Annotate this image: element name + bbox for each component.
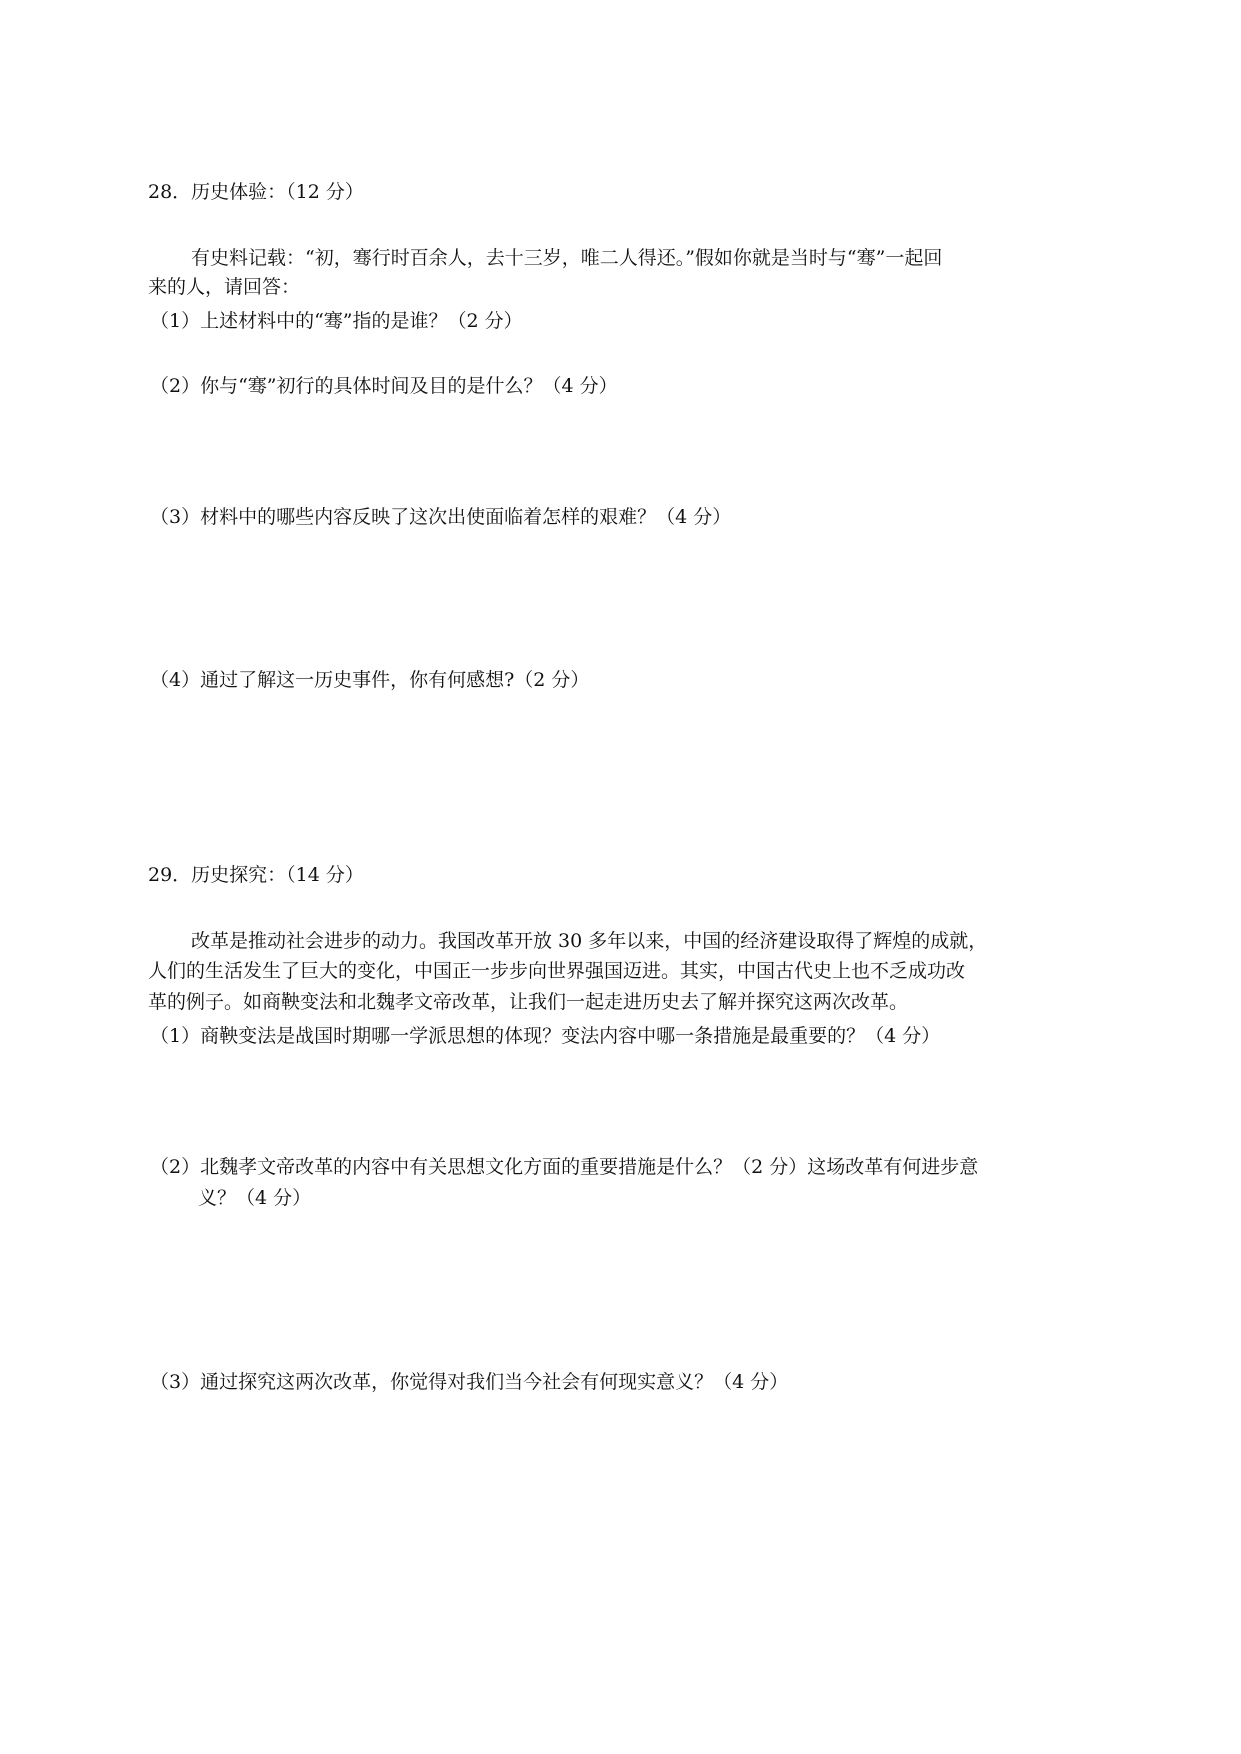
question-28-sub-4: （4）通过了解这一历史事件，你有何感想?（2 分）	[150, 669, 590, 691]
question-28-title: 28．历史体验：（12 分）	[148, 181, 364, 203]
question-28-material-line-1: 有史料记载：“初，骞行时百余人，去十三岁，唯二人得还。”假如你就是当时与“骞”一起回	[191, 247, 943, 269]
question-29-sub-3: （3）通过探究这两次改革，你觉得对我们当今社会有何现实意义？（4 分）	[150, 1371, 789, 1393]
question-29-title: 29．历史探究：（14 分）	[148, 864, 364, 886]
question-29-material-line-1: 改革是推动社会进步的动力。我国改革开放 30 多年以来，中国的经济建设取得了辉煌的成就，	[191, 930, 988, 952]
question-28-material-line-2: 来的人，请回答：	[148, 276, 301, 298]
question-28-sub-1: （1）上述材料中的“骞”指的是谁？（2 分）	[150, 310, 523, 332]
question-29-sub-1: （1）商鞅变法是战国时期哪一学派思想的体现？变法内容中哪一条措施是最重要的？（4 分）	[150, 1025, 941, 1047]
question-29-sub-2-continued: 义？（4 分）	[198, 1187, 312, 1209]
question-29-sub-2: （2）北魏孝文帝改革的内容中有关思想文化方面的重要措施是什么？（2 分）这场改革有何进步意	[150, 1156, 979, 1178]
question-28-sub-3: （3）材料中的哪些内容反映了这次出使面临着怎样的艰难？（4 分）	[150, 506, 732, 528]
question-29-material-line-2: 人们的生活发生了巨大的变化，中国正一步步向世界强国迈进。其实，中国古代史上也不乏成功改	[148, 960, 966, 982]
question-28-sub-2: （2）你与“骞”初行的具体时间及目的是什么？（4 分）	[150, 375, 618, 397]
question-29-material-line-3: 革的例子。如商鞅变法和北魏孝文帝改革，让我们一起走进历史去了解并探究这两次改革。	[148, 991, 909, 1013]
